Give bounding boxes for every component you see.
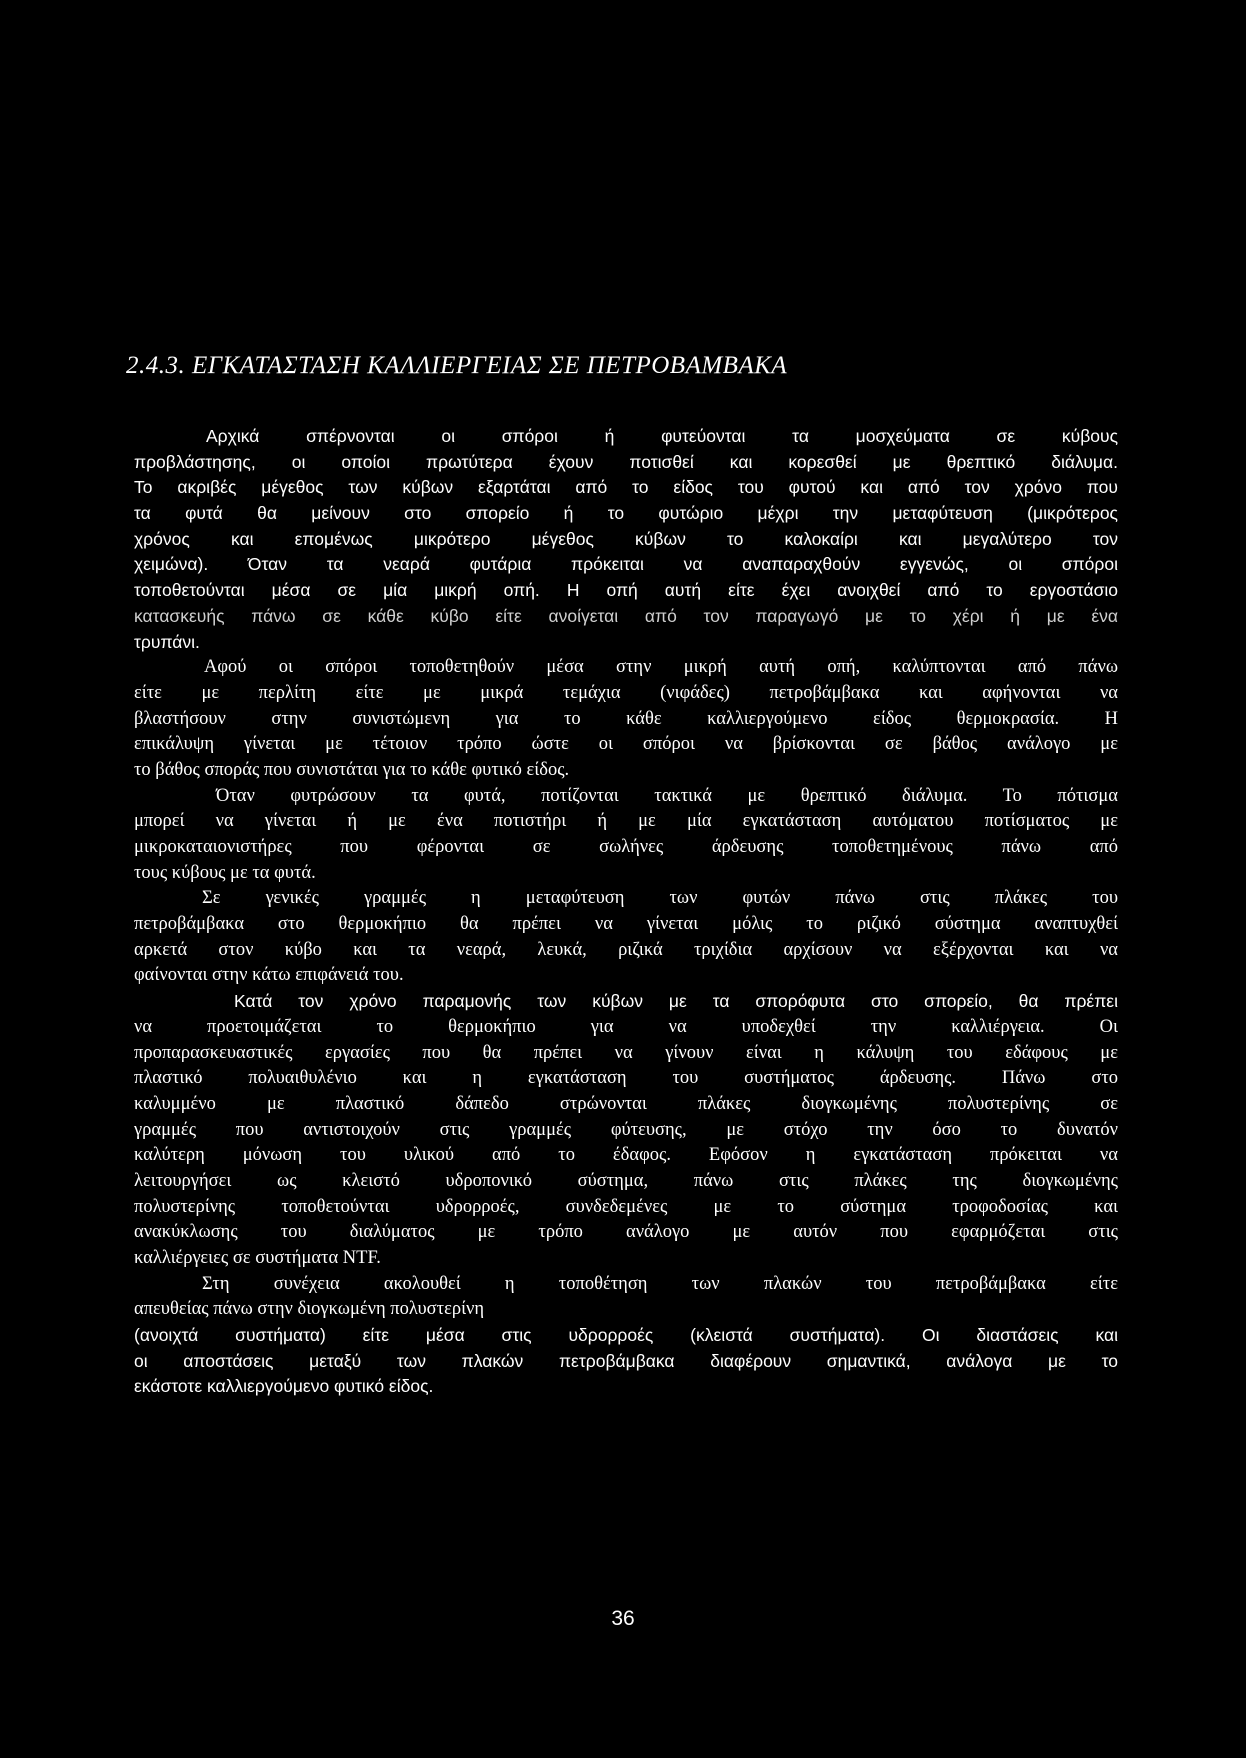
text-line: καλυμμένο με πλαστικό δάπεδο στρώνονται πλάκες διογκωμένης πολυστερίνης σε	[134, 1093, 1118, 1114]
text-line: Το ακριβές μέγεθος των κύβων εξαρτάται από το είδος του φυτού και από τον χρόνο που	[134, 477, 1118, 498]
text-line: Αρχικά σπέρνονται οι σπόροι ή φυτεύονται τα μοσχεύματα σε κύβους	[206, 426, 1118, 446]
text-line: χειμώνα). Όταν τα νεαρά φυτάρια πρόκειται να αναπαραχθούν εγγενώς, οι σπόροι	[134, 554, 1118, 575]
text-line: προπαρασκευαστικές εργασίες που θα πρέπει να γίνουν είναι η κάλυψη του εδάφους με	[134, 1042, 1118, 1063]
text-line: το βάθος σποράς που συνιστάται για το κάθε φυτικό είδος.	[134, 759, 570, 780]
text-line: ανακύκλωσης του διαλύματος με τρόπο ανάλογο με αυτόν που εφαρμόζεται στις	[134, 1222, 1118, 1243]
page-number: 36	[611, 1607, 635, 1630]
text-line: Κατά τον χρόνο παραμονής των κύβων με τα σπορόφυτα στο σπορείο, θα πρέπει	[234, 991, 1118, 1012]
text-line: βλαστήσουν στην συνιστώμενη για το κάθε καλλιεργούμενο είδος θερμοκρασία. Η	[134, 708, 1118, 729]
text-line: (ανοιχτά συστήματα) είτε μέσα στις υδρορροές (κλειστά συστήματα). Οι διαστάσεις και	[134, 1325, 1118, 1346]
text-line: Στη συνέχεια ακολουθεί η τοποθέτηση των πλακών του πετροβάμβακα είτε	[202, 1273, 1118, 1294]
text-line: μικροκαταιονιστήρες που φέρονται σε σωλήνες άρδευσης τοποθετημένους πάνω από	[134, 837, 1118, 857]
text-line: τρυπάνι.	[134, 631, 200, 652]
text-line: Όταν φυτρώσουν τα φυτά, ποτίζονται τακτικά με θρεπτικό διάλυμα. Το πότισμα	[216, 785, 1118, 806]
text-line: απευθείας πάνω στην διογκωμένη πολυστερίνη	[134, 1299, 485, 1320]
text-line: φαίνονται στην κάτω επιφάνειά του.	[134, 965, 404, 986]
text-line: τοποθετούνται μέσα σε μία μικρή οπή. Η οπή αυτή είτε έχει ανοιχθεί από το εργοστάσιο	[134, 580, 1118, 601]
text-line: μπορεί να γίνεται ή με ένα ποτιστήρι ή με μία εγκατάσταση αυτόματου ποτίσματος με	[134, 811, 1118, 832]
text-line: Σε γενικές γραμμές η μεταφύτευση των φυτών πάνω στις πλάκες του	[202, 888, 1118, 909]
text-line: κατασκευής πάνω σε κάθε κύβο είτε ανοίγεται από τον παραγωγό με το χέρι ή με ένα	[134, 605, 1118, 626]
text-line: λειτουργήσει ως κλειστό υδροπονικό σύστημα, πάνω στις πλάκες της διογκωμένης	[134, 1170, 1118, 1191]
section-heading: 2.4.3. ΕΓΚΑΤΑΣΤΑΣΗ ΚΑΛΛΙΕΡΓΕΙΑΣ ΣΕ ΠΕΤΡΟΒΑΜΒΑΚΑ	[126, 352, 788, 379]
text-line: πετροβάμβακα στο θερμοκήπιο θα πρέπει να γίνεται μόλις το ριζικό σύστημα αναπτυχθεί	[134, 914, 1118, 935]
text-line: πλαστικό πολυαιθυλένιο και η εγκατάσταση του συστήματος άρδευσης. Πάνω στο	[134, 1068, 1118, 1089]
text-line: προβλάστησης, οι οποίοι πρωτύτερα έχουν ποτισθεί και κορεσθεί με θρεπτικό διάλυμα.	[134, 451, 1118, 472]
text-line: καλλιέργειες σε συστήματα NTF.	[134, 1248, 381, 1268]
text-line: εκάστοτε καλλιεργούμενο φυτικό είδος.	[134, 1376, 434, 1397]
text-line: να προετοιμάζεται το θερμοκήπιο για να υποδεχθεί την καλλιέργεια. Οι	[134, 1016, 1118, 1037]
text-line: καλύτερη μόνωση του υλικού από το έδαφος. Εφόσον η εγκατάσταση πρόκειται να	[134, 1145, 1118, 1166]
text-line: αρκετά στον κύβο και τα νεαρά, λευκά, ριζικά τριχίδια αρχίσουν να εξέρχονται και να	[134, 939, 1118, 960]
text-line: οι αποστάσεις μεταξύ των πλακών πετροβάμβακα διαφέρουν σημαντικά, ανάλογα με το	[134, 1350, 1118, 1371]
text-line: τους κύβους με τα φυτά.	[134, 862, 316, 883]
text-line: Αφού οι σπόροι τοποθετηθούν μέσα στην μικρή αυτή οπή, καλύπτονται από πάνω	[204, 657, 1118, 678]
text-line: είτε με περλίτη είτε με μικρά τεμάχια (νιφάδες) πετροβάμβακα και αφήνονται να	[134, 682, 1118, 703]
text-line: γραμμές που αντιστοιχούν στις γραμμές φύτευσης, με στόχο την όσο το δυνατόν	[134, 1119, 1118, 1140]
body-text	[134, 424, 1118, 1400]
text-line: πολυστερίνης τοποθετούνται υδρορροές, συνδεδεμένες με το σύστημα τροφοδοσίας και	[134, 1196, 1118, 1217]
text-line: επικάλυψη γίνεται με τέτοιον τρόπο ώστε οι σπόροι να βρίσκονται σε βάθος ανάλογο με	[134, 734, 1118, 755]
text-line: τα φυτά θα μείνουν στο σπορείο ή το φυτώριο μέχρι την μεταφύτευση (μικρότερος	[134, 503, 1118, 524]
text-line: χρόνος και επομένως μικρότερο μέγεθος κύβων το καλοκαίρι και μεγαλύτερο τον	[134, 528, 1118, 549]
